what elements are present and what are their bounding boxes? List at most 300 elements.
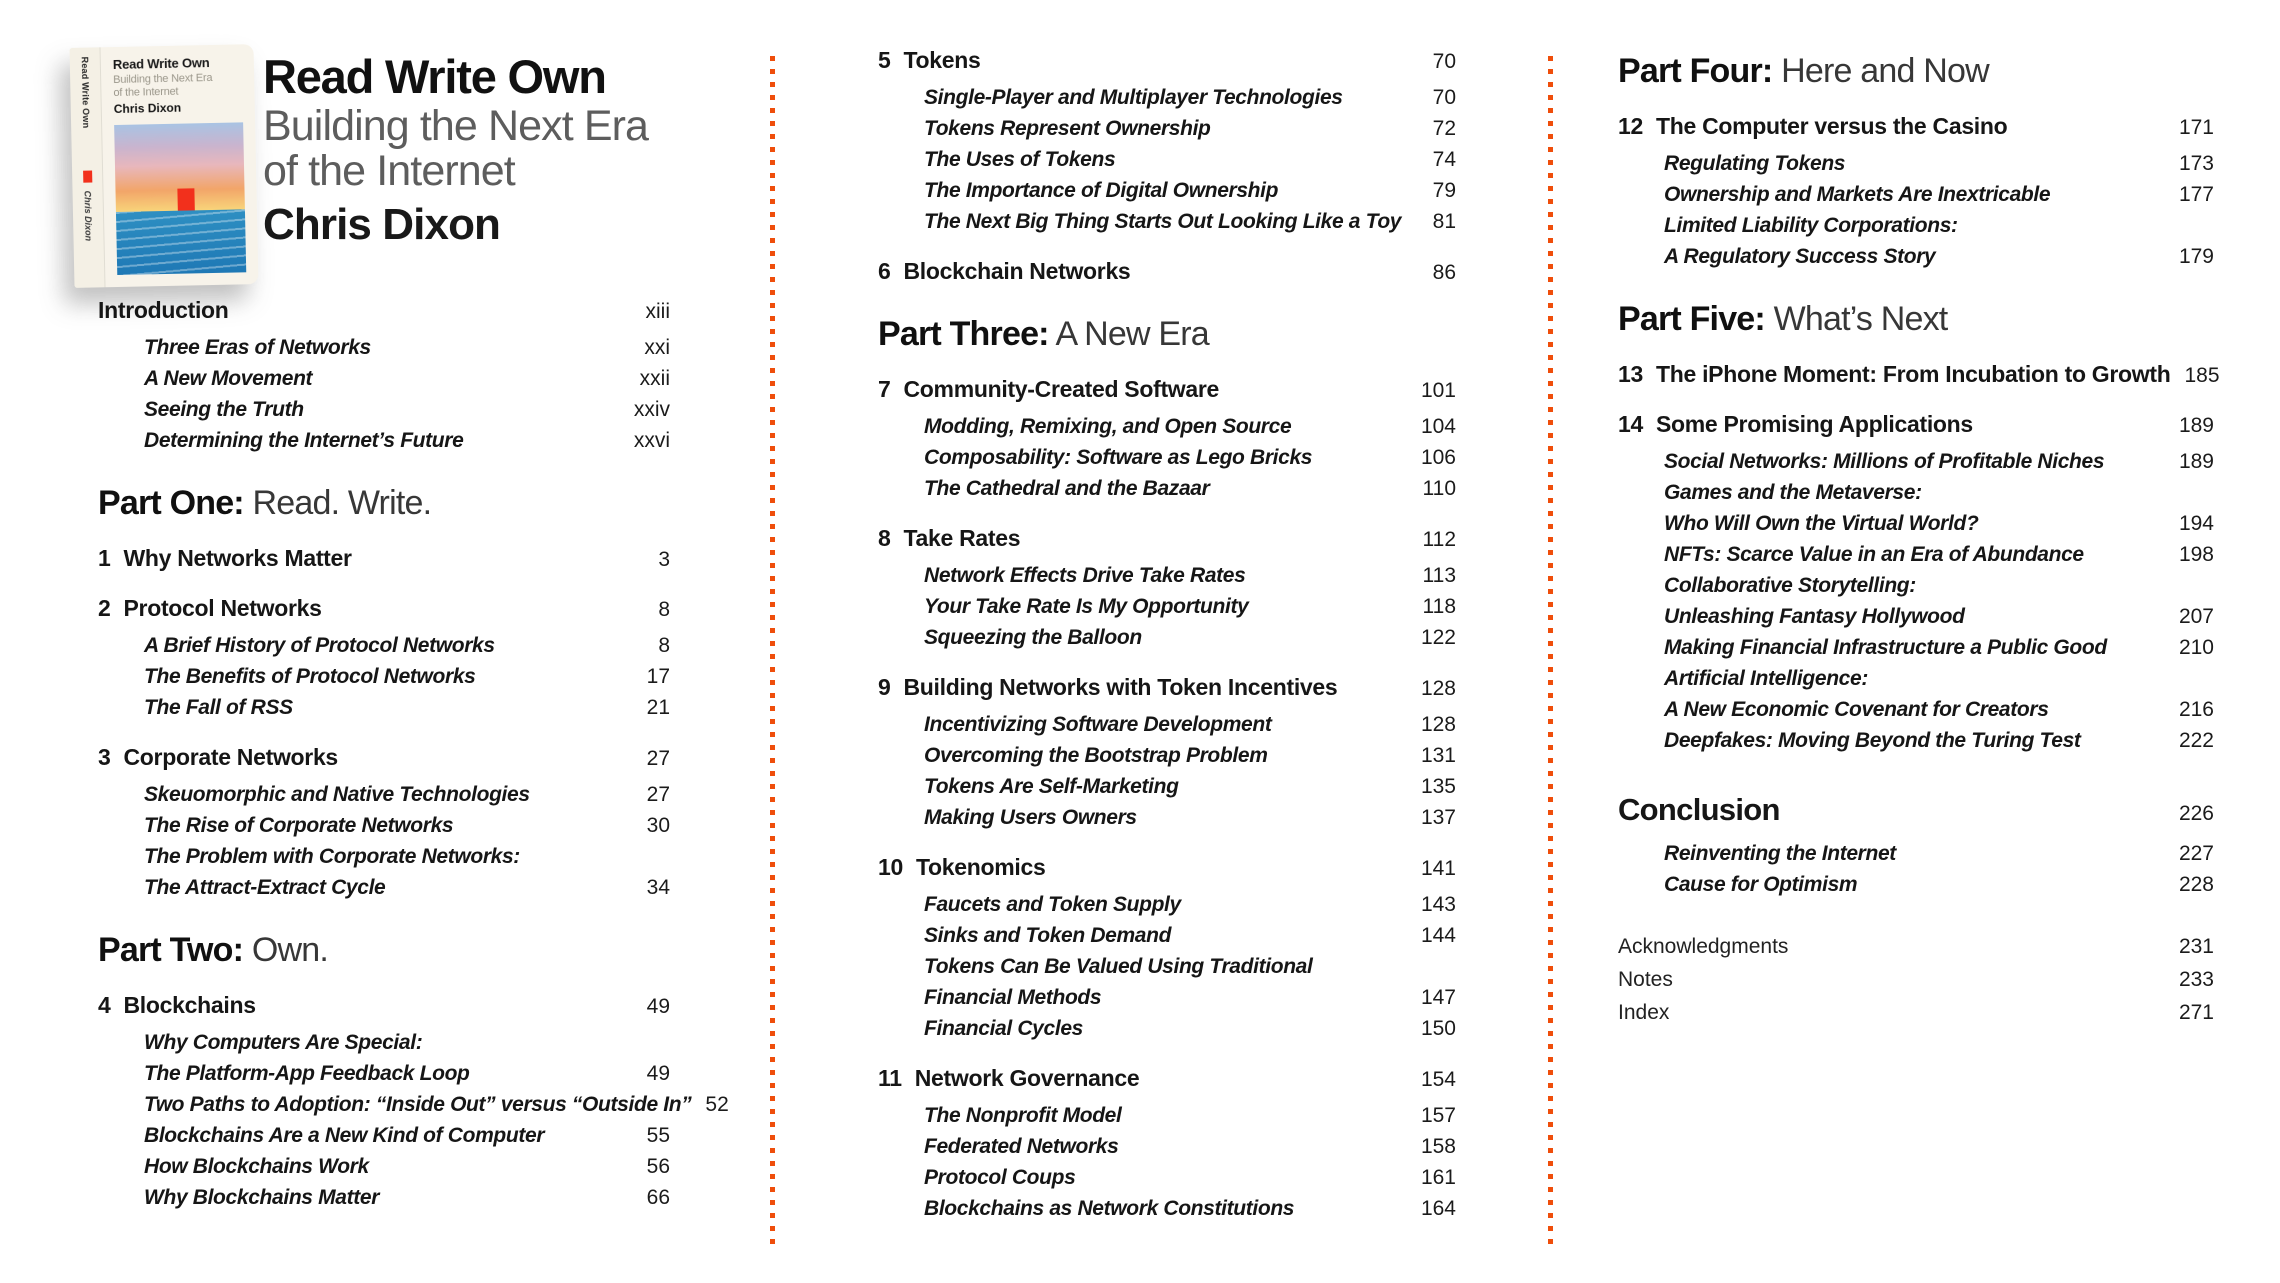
- toc-sub-entry: [1618, 446, 2214, 477]
- toc-sub-entry: [878, 1193, 1456, 1224]
- page-number: 216: [2178, 698, 2214, 721]
- page-number: 137: [1420, 806, 1456, 829]
- toc-part-heading: [878, 313, 1456, 355]
- chapter-number: 1: [98, 545, 111, 571]
- page-number: 70: [1432, 86, 1456, 109]
- sub-entry-line: A New Economic Covenant for Creators: [1664, 698, 2049, 721]
- sub-entry-title: [924, 622, 1142, 653]
- part-label: Part Two:: [98, 931, 244, 969]
- chapter-number: 13: [1618, 361, 1643, 387]
- page-number: 79: [1432, 179, 1456, 202]
- book-spine: [70, 47, 106, 288]
- sub-entry-title: [1664, 725, 2081, 756]
- toc-chapter-entry: [98, 594, 670, 624]
- chapter-title: [878, 1064, 1139, 1092]
- sub-entry-line: A Regulatory Success Story: [1664, 245, 1936, 268]
- sub-entry-title: [1664, 663, 2049, 725]
- toc-sub-entry: [1618, 210, 2214, 272]
- chapter-number: 11: [878, 1065, 902, 1091]
- toc-sub-entry: [878, 889, 1456, 920]
- sub-entry-line: Network Effects Drive Take Rates: [924, 564, 1246, 587]
- toc-sub-entry: [878, 82, 1456, 113]
- toc-sub-entry: [878, 771, 1456, 802]
- page-number: 226: [2178, 802, 2214, 825]
- page-number: 27: [646, 783, 670, 806]
- sub-entry-line: The Rise of Corporate Networks: [144, 814, 454, 837]
- toc-front-matter-entry: [98, 296, 670, 326]
- sub-entry-title: [144, 810, 453, 841]
- toc-sub-entry: [98, 630, 670, 661]
- sub-entry-title: [1664, 446, 2104, 477]
- page-number: 228: [2178, 873, 2214, 896]
- sub-entry-title: [924, 951, 1313, 1013]
- toc-sub-entry: [98, 425, 670, 456]
- sub-entry-line: Deepfakes: Moving Beyond the Turing Test: [1664, 729, 2081, 752]
- page-number: 56: [646, 1155, 670, 1178]
- sub-entry-title: [924, 709, 1272, 740]
- toc-sub-entry: [1618, 477, 2214, 539]
- chapter-title-text: Protocol Networks: [123, 595, 322, 621]
- chapter-number: 2: [98, 595, 111, 621]
- toc-sub-entry: [878, 1131, 1456, 1162]
- part-title: Read. Write.: [243, 484, 432, 522]
- chapter-title: [1618, 410, 1973, 438]
- toc-sub-entry: [878, 591, 1456, 622]
- dotted-divider-1: [770, 56, 775, 1250]
- sub-entry-title: [1664, 148, 1845, 179]
- sub-entry-title: [144, 779, 530, 810]
- sub-entry-line: A New Movement: [144, 367, 313, 390]
- page-number: 122: [1420, 626, 1456, 649]
- toc-sub-entry: [878, 1162, 1456, 1193]
- page-number: 86: [1432, 261, 1456, 284]
- page-number: 72: [1432, 117, 1456, 140]
- toc-chapter-entry: [878, 46, 1456, 76]
- toc-sub-entry: [98, 779, 670, 810]
- sub-entry-line: Determining the Internet’s Future: [144, 429, 464, 452]
- toc-chapter-entry: [878, 524, 1456, 554]
- chapter-title-text: Blockchain Networks: [903, 258, 1131, 284]
- toc-sub-entry: [878, 740, 1456, 771]
- header-title-block: [263, 50, 648, 250]
- sub-entry-line: The Importance of Digital Ownership: [924, 179, 1279, 202]
- toc-sub-entry: [878, 920, 1456, 951]
- sub-entry-title: [144, 841, 520, 903]
- sub-entry-line: Cause for Optimism: [1664, 873, 1858, 896]
- front-cover-author: Chris Dixon: [113, 100, 182, 117]
- toc-column-1: [98, 296, 729, 1213]
- sub-entry-title: [1664, 539, 2084, 570]
- spine-red-square: [83, 170, 92, 182]
- page-number: 194: [2178, 512, 2214, 535]
- cover-sea: [116, 209, 246, 275]
- toc-sub-entry: [878, 113, 1456, 144]
- sub-entry-line: The Fall of RSS: [144, 696, 293, 719]
- entry-title: Acknowledgments: [1618, 935, 1789, 958]
- toc-sub-entry: [98, 810, 670, 841]
- sub-entry-line: How Blockchains Work: [144, 1155, 369, 1178]
- sub-entry-line: Tokens Can Be Valued Using Traditional: [924, 955, 1313, 978]
- chapter-title-text: Community-Created Software: [903, 376, 1220, 402]
- sub-entry-title: [924, 1100, 1122, 1131]
- sub-entry-line: A Brief History of Protocol Networks: [144, 634, 495, 657]
- toc-sub-entry: [1618, 663, 2214, 725]
- sub-entry-title: [924, 889, 1181, 920]
- toc-chapter-entry: [98, 991, 670, 1021]
- toc-sub-entry: [98, 394, 670, 425]
- page-subtitle-line-1: Building the Next Era: [263, 102, 649, 150]
- toc-chapter-entry: [1618, 410, 2214, 440]
- toc-sub-entry: [878, 411, 1456, 442]
- front-cover-title: Read Write Own: [112, 55, 210, 73]
- sub-entry-line: The Nonprofit Model: [924, 1104, 1122, 1127]
- chapter-title-text: Tokenomics: [915, 854, 1046, 880]
- toc-sub-entry: [1618, 148, 2214, 179]
- page-number: 171: [2178, 116, 2214, 139]
- sub-entry-title: [144, 692, 293, 723]
- sub-entry-title: [924, 411, 1291, 442]
- page-number: 74: [1432, 148, 1456, 171]
- page-number: 210: [2178, 636, 2214, 659]
- sub-entry-title: [924, 560, 1245, 591]
- page-number: xxi: [644, 336, 670, 359]
- page-number: xxii: [639, 367, 670, 390]
- part-title: Own.: [243, 931, 328, 969]
- sub-entry-line: The Attract-Extract Cycle: [144, 876, 386, 899]
- sub-entry-line: The Problem with Corporate Networks:: [144, 845, 520, 868]
- sub-entry-title: [924, 920, 1171, 951]
- book-front-cover: [101, 44, 259, 287]
- toc-part-heading: [98, 482, 670, 524]
- sub-entry-line: Overcoming the Bootstrap Problem: [924, 744, 1268, 767]
- chapter-title-text: Building Networks with Token Incentives: [903, 674, 1338, 700]
- sub-entry-line: Why Blockchains Matter: [144, 1186, 380, 1209]
- page-number: 135: [1420, 775, 1456, 798]
- toc-sub-entry: [878, 709, 1456, 740]
- sub-entry-line: Sinks and Token Demand: [924, 924, 1172, 947]
- sub-entry-title: [924, 771, 1179, 802]
- chapter-title: [1618, 360, 2170, 388]
- page-number: 161: [1420, 1166, 1456, 1189]
- page-number: 189: [2178, 414, 2214, 437]
- page-number: xxiv: [633, 398, 670, 421]
- sub-entry-title: [924, 1162, 1075, 1193]
- page-number: xiii: [645, 300, 670, 323]
- sub-entry-line: Three Eras of Networks: [144, 336, 371, 359]
- toc-back-matter-entry: [1618, 930, 2214, 963]
- sub-entry-title: [144, 394, 304, 425]
- chapter-title-text: Take Rates: [903, 525, 1021, 551]
- page-number: 207: [2178, 605, 2214, 628]
- toc-column-2: [878, 46, 1456, 1224]
- cover-sun-square: [177, 188, 194, 211]
- toc-sub-entry: [98, 1151, 670, 1182]
- spine-author: Chris Dixon: [82, 190, 94, 241]
- page-number: 150: [1420, 1017, 1456, 1040]
- sub-entry-line: The Platform-App Feedback Loop: [144, 1062, 470, 1085]
- page-subtitle-line-2: of the Internet: [263, 147, 515, 195]
- page-number: 104: [1420, 415, 1456, 438]
- page-number: 30: [646, 814, 670, 837]
- page-number: 164: [1420, 1197, 1456, 1220]
- toc-sub-entry: [878, 1013, 1456, 1044]
- toc-part-heading: [98, 929, 670, 971]
- chapter-number: 14: [1618, 411, 1643, 437]
- sub-entry-line: The Cathedral and the Bazaar: [924, 477, 1210, 500]
- chapter-title: [878, 257, 1130, 285]
- page-number: 34: [646, 876, 670, 899]
- page-number: 143: [1420, 893, 1456, 916]
- chapter-title: [98, 991, 256, 1019]
- sub-entry-title: [144, 1120, 544, 1151]
- page-number: 8: [658, 634, 670, 657]
- page-number: 233: [2178, 968, 2214, 991]
- sub-entry-title: [924, 82, 1343, 113]
- toc-sub-entry: [878, 175, 1456, 206]
- page-number: 128: [1420, 713, 1456, 736]
- toc-chapter-entry: [878, 853, 1456, 883]
- sub-entry-line: Squeezing the Balloon: [924, 626, 1142, 649]
- toc-chapter-entry: [98, 743, 670, 773]
- sub-entry-title: [924, 740, 1268, 771]
- sub-entry-line: NFTs: Scarce Value in an Era of Abundance: [1664, 543, 2084, 566]
- page-number: 55: [646, 1124, 670, 1147]
- page-number: 177: [2178, 183, 2214, 206]
- toc-chapter-entry: [878, 257, 1456, 287]
- part-title: What’s Next: [1764, 300, 1948, 338]
- sub-entry-line: Financial Methods: [924, 986, 1102, 1009]
- toc-sub-entry: [878, 144, 1456, 175]
- cover-photo: [114, 122, 246, 275]
- page-number: 141: [1420, 857, 1456, 880]
- toc-sub-entry: [98, 363, 670, 394]
- page-number: 3: [658, 548, 670, 571]
- toc-sub-entry: [98, 1182, 670, 1213]
- page-number: 227: [2178, 842, 2214, 865]
- page-number: 17: [646, 665, 670, 688]
- sub-entry-title: [1664, 210, 1958, 272]
- sub-entry-title: [924, 802, 1137, 833]
- toc-sub-entry: [1618, 725, 2214, 756]
- chapter-number: 6: [878, 258, 891, 284]
- page-number: 154: [1420, 1068, 1456, 1091]
- sub-entry-line: Two Paths to Adoption: “Inside Out” versus “Outside In”: [144, 1093, 692, 1116]
- toc-spacer: [1618, 900, 2214, 930]
- chapter-title: [878, 853, 1045, 881]
- sub-entry-title: [1664, 477, 1978, 539]
- sub-entry-line: Collaborative Storytelling:: [1664, 574, 1916, 597]
- sub-entry-line: Games and the Metaverse:: [1664, 481, 1922, 504]
- sub-entry-line: Composability: Software as Lego Bricks: [924, 446, 1313, 469]
- toc-chapter-entry: [1618, 112, 2214, 142]
- chapter-number: 5: [878, 47, 891, 73]
- sub-entry-title: [924, 113, 1211, 144]
- page-number: 113: [1422, 564, 1456, 587]
- sub-entry-line: Skeuomorphic and Native Technologies: [144, 783, 530, 806]
- chapter-number: 10: [878, 854, 903, 880]
- page-number: 49: [646, 1062, 670, 1085]
- part-label: Part Four:: [1618, 52, 1773, 90]
- toc-sub-entry: [1618, 838, 2214, 869]
- page-number: 158: [1420, 1135, 1456, 1158]
- page-number: 110: [1422, 477, 1456, 500]
- page-number: 147: [1420, 986, 1456, 1009]
- chapter-title-text: Some Promising Applications: [1655, 411, 1973, 437]
- sub-entry-line: Modding, Remixing, and Open Source: [924, 415, 1292, 438]
- sub-entry-line: The Uses of Tokens: [924, 148, 1116, 171]
- part-title: A New Era: [1048, 315, 1209, 353]
- page-number: 157: [1420, 1104, 1456, 1127]
- sub-entry-line: Blockchains as Network Constitutions: [924, 1197, 1295, 1220]
- sub-entry-title: [924, 206, 1401, 237]
- toc-sub-entry: [878, 442, 1456, 473]
- toc-sub-entry: [98, 841, 670, 903]
- sub-entry-title: [924, 144, 1115, 175]
- sub-entry-line: Seeing the Truth: [144, 398, 304, 421]
- page-number: 70: [1432, 50, 1456, 73]
- sub-entry-title: [1664, 632, 2107, 663]
- sub-entry-line: Reinventing the Internet: [1664, 842, 1896, 865]
- sub-entry-line: Social Networks: Millions of Profitable Niches: [1664, 450, 2105, 473]
- toc-sub-entry: [98, 692, 670, 723]
- toc-sub-entry: [1618, 570, 2214, 632]
- part-title: Here and Now: [1772, 52, 1989, 90]
- sub-entry-title: [924, 442, 1312, 473]
- sub-entry-title: [144, 332, 371, 363]
- sub-entry-line: Making Financial Infrastructure a Public Good: [1664, 636, 2107, 659]
- toc-back-matter-entry: [1618, 996, 2214, 1029]
- page-author: Chris Dixon: [263, 200, 501, 249]
- sub-entry-title: [144, 630, 495, 661]
- chapter-number: 12: [1618, 113, 1643, 139]
- chapter-title: [98, 594, 322, 622]
- sub-entry-title: [924, 1013, 1083, 1044]
- toc-back-matter-entry: [1618, 963, 2214, 996]
- page-number: 106: [1420, 446, 1456, 469]
- chapter-number: 3: [98, 744, 111, 770]
- chapter-title-text: Blockchains: [123, 992, 256, 1018]
- toc-sub-entry: [878, 560, 1456, 591]
- sub-entry-title: [924, 591, 1248, 622]
- sub-entry-title: [1664, 838, 1896, 869]
- page-number: 271: [2178, 1001, 2214, 1024]
- page-number: 118: [1422, 595, 1456, 618]
- toc-sub-entry: [1618, 539, 2214, 570]
- sub-entry-line: Blockchains Are a New Kind of Computer: [144, 1124, 545, 1147]
- page-number: 66: [646, 1186, 670, 1209]
- part-label: Part One:: [98, 484, 244, 522]
- chapter-title-text: Network Governance: [914, 1065, 1140, 1091]
- sub-entry-line: Incentivizing Software Development: [924, 713, 1272, 736]
- toc-conclusion-entry: [1618, 790, 2214, 830]
- page-title: Read Write Own: [263, 50, 606, 103]
- chapter-title: [1618, 112, 2007, 140]
- page-number: 222: [2178, 729, 2214, 752]
- page-number: 144: [1420, 924, 1456, 947]
- chapter-title: [98, 544, 352, 572]
- toc-sub-entry: [98, 332, 670, 363]
- page-number: 81: [1432, 210, 1456, 233]
- toc-chapter-entry: [878, 1064, 1456, 1094]
- toc-chapter-entry: [98, 544, 670, 574]
- page-number: 101: [1420, 379, 1456, 402]
- toc-part-heading: [1618, 50, 2214, 92]
- toc-sub-entry: [878, 951, 1456, 1013]
- sub-entry-title: [144, 1089, 691, 1120]
- toc-chapter-entry: [878, 375, 1456, 405]
- chapter-number: 7: [878, 376, 891, 402]
- dotted-divider-2: [1548, 56, 1553, 1250]
- chapter-title-text: Tokens: [903, 47, 981, 73]
- toc-chapter-entry: [878, 673, 1456, 703]
- sub-entry-title: [924, 473, 1209, 504]
- chapter-number: 8: [878, 525, 891, 551]
- entry-title: Introduction: [98, 297, 229, 323]
- entry-title: Notes: [1618, 968, 1673, 991]
- page-number: xxvi: [633, 429, 670, 452]
- page-number: 231: [2178, 935, 2214, 958]
- entry-title: Index: [1618, 1001, 1670, 1024]
- chapter-number: 9: [878, 674, 891, 700]
- sub-entry-title: [1664, 179, 2050, 210]
- page-number: 179: [2178, 245, 2214, 268]
- toc-column-3: [1618, 50, 2220, 1029]
- sub-entry-title: [144, 1151, 369, 1182]
- sub-entry-line: Why Computers Are Special:: [144, 1031, 423, 1054]
- chapter-title-text: The Computer versus the Casino: [1655, 113, 2008, 139]
- sub-entry-line: Limited Liability Corporations:: [1664, 214, 1958, 237]
- page-number: 131: [1420, 744, 1456, 767]
- page-number: 112: [1422, 528, 1456, 551]
- toc-sub-entry: [878, 622, 1456, 653]
- sub-entry-line: Faucets and Token Supply: [924, 893, 1181, 916]
- sub-entry-title: [924, 1131, 1118, 1162]
- sub-entry-title: [144, 425, 463, 456]
- sub-entry-title: [1664, 570, 1965, 632]
- chapter-title-text: Corporate Networks: [123, 744, 338, 770]
- page-number: 173: [2178, 152, 2214, 175]
- toc-sub-entry: [1618, 179, 2214, 210]
- sub-entry-line: The Next Big Thing Starts Out Looking Like a Toy: [924, 210, 1402, 233]
- sub-entry-line: Your Take Rate Is My Opportunity: [924, 595, 1249, 618]
- sub-entry-title: [144, 363, 312, 394]
- chapter-title-text: The iPhone Moment: From Incubation to Growth: [1655, 361, 2171, 387]
- sub-entry-line: Single-Player and Multiplayer Technologies: [924, 86, 1343, 109]
- page-number: 8: [658, 598, 670, 621]
- page-number: 128: [1420, 677, 1456, 700]
- toc-sub-entry: [98, 1120, 670, 1151]
- toc-chapter-entry: [1618, 360, 2220, 390]
- chapter-title: [878, 524, 1020, 552]
- chapter-title: [878, 673, 1337, 701]
- toc-sub-entry: [878, 206, 1456, 237]
- conclusion-title: Conclusion: [1618, 792, 1780, 827]
- page-number: 52: [705, 1093, 729, 1116]
- sub-entry-title: [924, 1193, 1294, 1224]
- part-label: Part Three:: [878, 315, 1049, 353]
- sub-entry-line: Financial Cycles: [924, 1017, 1083, 1040]
- chapter-title: [98, 743, 338, 771]
- sub-entry-line: Artificial Intelligence:: [1664, 667, 1868, 690]
- sub-entry-line: Tokens Represent Ownership: [924, 117, 1211, 140]
- toc-sub-entry: [98, 1089, 729, 1120]
- spine-title: Read Write Own: [79, 56, 92, 129]
- page-number: 49: [646, 995, 670, 1018]
- toc-sub-entry: [1618, 632, 2214, 663]
- sub-entry-line: Who Will Own the Virtual World?: [1664, 512, 1979, 535]
- page-number: 21: [646, 696, 670, 719]
- chapter-title-text: Why Networks Matter: [123, 545, 352, 571]
